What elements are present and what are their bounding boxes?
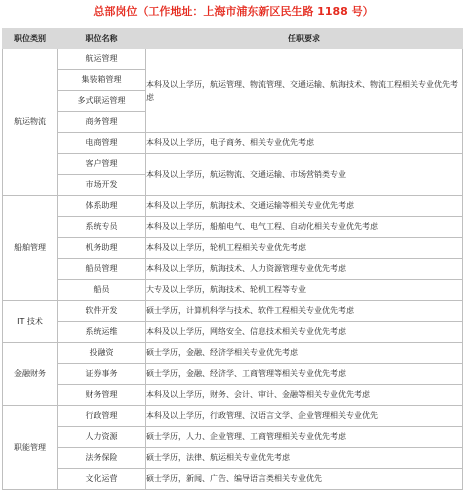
table-row bbox=[3, 427, 463, 448]
requirement-cell: 硕士学历，法律、航运相关专业优先考虑 bbox=[146, 448, 463, 469]
requirement-cell: 硕士学历，计算机科学与技术、软件工程相关专业优先考虑 bbox=[146, 301, 463, 322]
position-cell: 多式联运管理 bbox=[58, 91, 146, 112]
position-cell: 电商管理 bbox=[58, 133, 146, 154]
category-cell-ship: 船舶管理 bbox=[3, 196, 58, 301]
requirement-cell: 本科及以上学历，航运管理、物流管理、交通运输、航海技术、物流工程相关专业优先考虑 bbox=[146, 49, 463, 133]
requirement-cell: 本科及以上学历，电子商务、相关专业优先考虑 bbox=[146, 133, 463, 154]
table-row bbox=[3, 196, 463, 217]
position-cell: 法务保险 bbox=[58, 448, 146, 469]
requirement-cell: 硕士学历，金融、经济学相关专业优先考虑 bbox=[146, 343, 463, 364]
position-cell: 市场开发 bbox=[58, 175, 146, 196]
position-cell: 系统运维 bbox=[58, 322, 146, 343]
requirement-cell: 大专及以上学历，航海技术、轮机工程等专业 bbox=[146, 280, 463, 301]
column-header-position: 职位名称 bbox=[58, 29, 146, 49]
category-cell-logistics: 航运物流 bbox=[3, 49, 58, 196]
requirement-cell: 本科及以上学历，航海技术、人力资源管理专业优先考虑 bbox=[146, 259, 463, 280]
position-cell: 财务管理 bbox=[58, 385, 146, 406]
requirement-cell: 本科及以上学历，财务、会计、审计、金融等相关专业优先考虑 bbox=[146, 385, 463, 406]
requirement-cell: 本科及以上学历，船舶电气、电气工程、自动化相关专业优先考虑 bbox=[146, 217, 463, 238]
position-cell: 投融资 bbox=[58, 343, 146, 364]
requirement-cell: 硕士学历，新闻、广告、编导语言类相关专业优先 bbox=[146, 469, 463, 490]
requirement-cell: 本科及以上学历，网络安全、信息技术相关专业优先考虑 bbox=[146, 322, 463, 343]
table-row bbox=[3, 364, 463, 385]
table-row bbox=[3, 154, 463, 175]
requirement-cell: 硕士学历，人力、企业管理、工商管理相关专业优先考虑 bbox=[146, 427, 463, 448]
position-cell: 软件开发 bbox=[58, 301, 146, 322]
requirement-cell: 本科及以上学历，轮机工程相关专业优先考虑 bbox=[146, 238, 463, 259]
table-row bbox=[3, 238, 463, 259]
category-cell-finance: 金融财务 bbox=[3, 343, 58, 406]
requirement-cell: 本科及以上学历，行政管理、汉语言文学、企业管理相关专业优先 bbox=[146, 406, 463, 427]
position-cell: 文化运营 bbox=[58, 469, 146, 490]
requirement-cell: 硕士学历，金融、经济学、工商管理等相关专业优先考虑 bbox=[146, 364, 463, 385]
table-header-row bbox=[3, 29, 463, 49]
table-row bbox=[3, 259, 463, 280]
table-row bbox=[3, 469, 463, 490]
category-cell-functional: 职能管理 bbox=[3, 406, 58, 490]
position-cell: 客户管理 bbox=[58, 154, 146, 175]
table-row bbox=[3, 301, 463, 322]
category-cell-it: IT 技术 bbox=[3, 301, 58, 343]
position-cell: 体系助理 bbox=[58, 196, 146, 217]
requirement-cell: 本科及以上学历，航海技术、交通运输等相关专业优先考虑 bbox=[146, 196, 463, 217]
position-cell: 商务管理 bbox=[58, 112, 146, 133]
position-cell: 航运管理 bbox=[58, 49, 146, 70]
table-row bbox=[3, 280, 463, 301]
table-row bbox=[3, 343, 463, 364]
positions-table bbox=[2, 28, 463, 490]
position-cell: 系统专员 bbox=[58, 217, 146, 238]
table-row bbox=[3, 448, 463, 469]
position-cell: 证券事务 bbox=[58, 364, 146, 385]
table-row bbox=[3, 133, 463, 154]
table-row bbox=[3, 217, 463, 238]
position-cell: 人力资源 bbox=[58, 427, 146, 448]
table-row bbox=[3, 406, 463, 427]
position-cell: 行政管理 bbox=[58, 406, 146, 427]
position-cell: 机务助理 bbox=[58, 238, 146, 259]
requirement-cell: 本科及以上学历，航运物流、交通运输、市场营销类专业 bbox=[146, 154, 463, 196]
table-row bbox=[3, 385, 463, 406]
position-cell: 集装箱管理 bbox=[58, 70, 146, 91]
table-row bbox=[3, 322, 463, 343]
page-title: 总部岗位（工作地址：上海市浦东新区民生路 1188 号） bbox=[93, 5, 374, 18]
position-cell: 船员 bbox=[58, 280, 146, 301]
position-cell: 船员管理 bbox=[58, 259, 146, 280]
table-row bbox=[3, 49, 463, 70]
column-header-category: 职位类别 bbox=[3, 29, 58, 49]
column-header-requirements: 任职要求 bbox=[146, 29, 463, 49]
